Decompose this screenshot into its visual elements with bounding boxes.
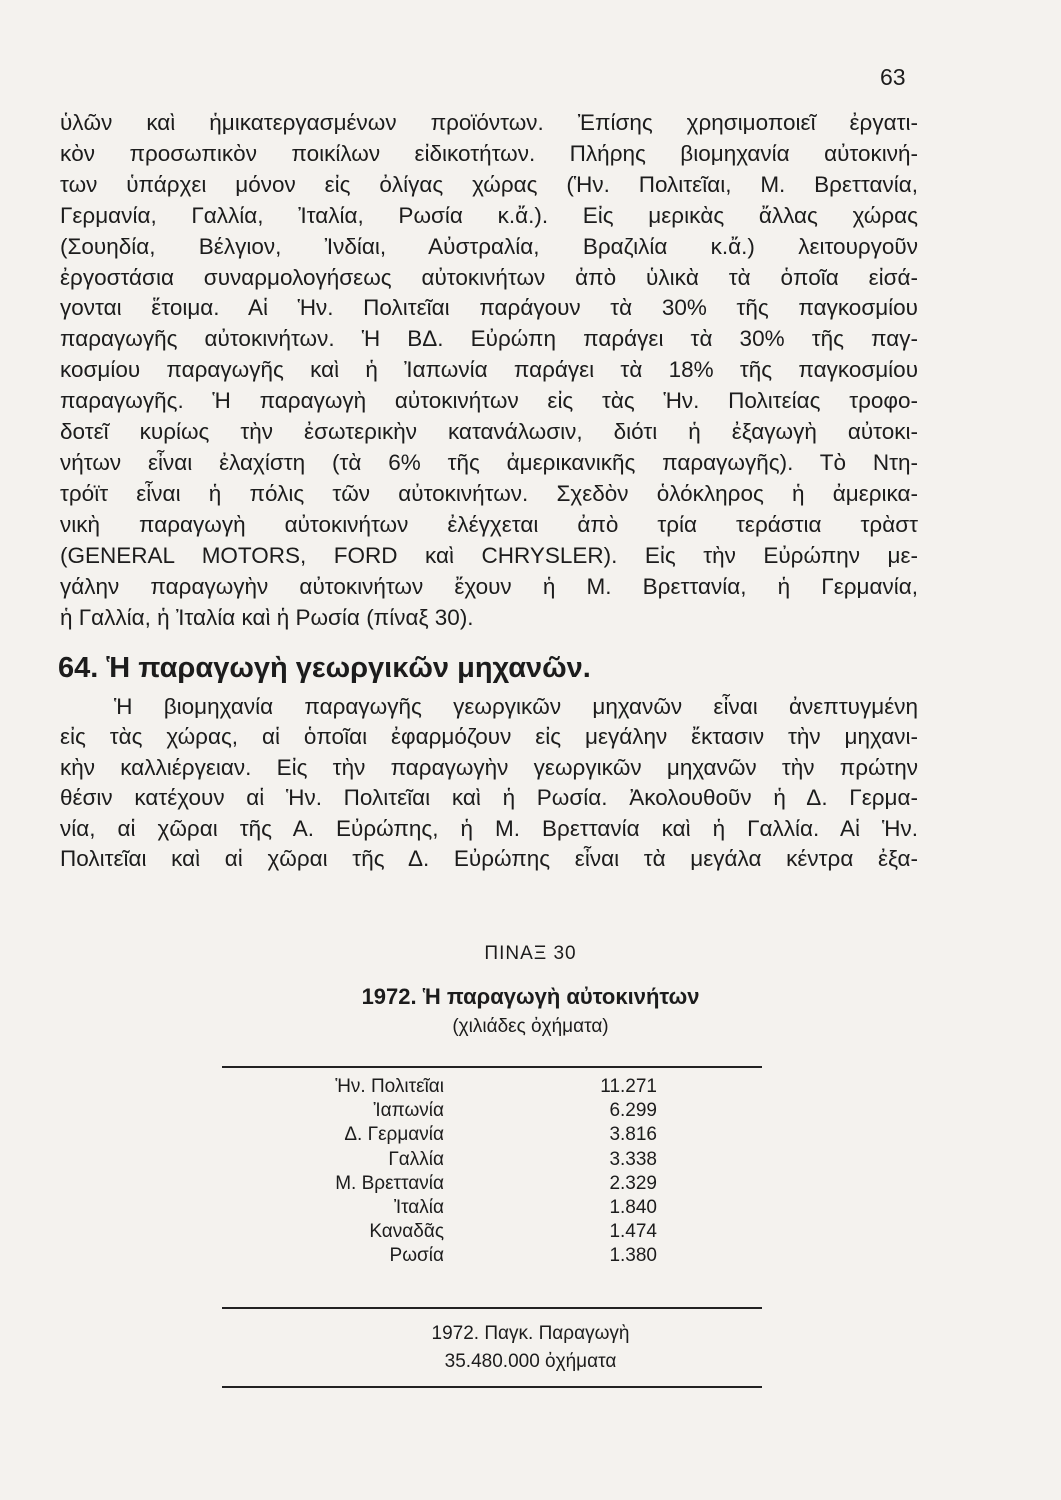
text-line: ὑλῶν καὶ ἡμικατεργασμένων προϊόντων. Ἐπίσης χρησιμοποιεῖ ἐργατι- [60,110,918,135]
table-rule-final [222,1386,762,1388]
table-rule-top [222,1066,762,1068]
country-cell: Μ. Βρεττανία [335,1172,444,1194]
table-label: ΠΙΝΑΞ 30 [484,943,577,964]
country-cell: Καναδᾶς [369,1221,444,1243]
text-line: θέσιν κατέχουν αἱ Ἡν. Πολιτεῖαι καὶ ἡ Ρωσία. Ἀκολουθοῦν ἡ Δ. Γερμα- [60,785,918,811]
page-number: 63 [880,64,906,90]
text-line: νήτων εἶναι ἐλαχίστη (τὰ 6% τῆς ἀμερικανικῆς παραγωγῆς). Τὸ Ντη- [60,449,918,475]
text-line: ἐργοστάσια συναρμολογήσεως αὐτοκινήτων ἀπὸ ὑλικὰ τὰ ὁποῖα εἰσά- [60,264,918,290]
section-paragraph [60,692,918,874]
text-line: νικὴ παραγωγὴ αὐτοκινήτων ἐλέγχεται ἀπὸ τρία τεράστια τρὰστ [60,511,918,537]
production-table [0,1076,1061,1270]
table-row [0,1245,1061,1269]
text-line: δοτεῖ κυρίως τὴν ἐσωτερικὴν κατανάλωσιν, διότι ἡ ἐξαγωγὴ αὐτοκι- [60,419,918,445]
value-cell: 1.380 [609,1245,657,1267]
text-line: των ὑπάρχει μόνον εἰς ὀλίγας χώρας (Ἡν. Πολιτεῖαι, Μ. Βρεττανία, [60,171,918,197]
section-heading: 64. Ἡ παραγωγὴ γεωργικῶν μηχανῶν. [58,652,591,684]
table-subtitle: (χιλιάδες ὀχήματα) [452,1016,609,1037]
text-line: εἰς τὰς χώρας, αἱ ὁποῖαι ἐφαρμόζουν εἰς μεγάλην ἔκτασιν τὴν μηχανι- [60,724,918,750]
value-cell: 1.840 [609,1196,657,1218]
table-footer-total-label: 1972. Παγκ. Παραγωγὴ [431,1323,630,1344]
table-row [0,1197,1061,1221]
table-row [0,1221,1061,1245]
text-line: τρόϊτ εἶναι ἡ πόλις τῶν αὐτοκινήτων. Σχεδὸν ὁλόκληρος ἡ ἀμερικα- [60,480,918,506]
table-row [0,1173,1061,1197]
table-row [0,1124,1061,1148]
value-cell: 11.271 [600,1076,657,1097]
body-paragraph [60,108,918,633]
country-cell: Ἰταλία [393,1196,444,1218]
country-cell: Ἡν. Πολιτεῖαι [335,1076,444,1097]
country-cell: Γαλλία [388,1148,444,1170]
table-row [0,1076,1061,1100]
text-line: γάλην παραγωγὴν αὐτοκινήτων ἔχουν ἡ Μ. Βρεττανία, ἡ Γερμανία, [60,573,918,599]
text-line: (Σουηδία, Βέλγιον, Ἰνδίαι, Αὐστραλία, Βραζιλία κ.ἄ.) λειτουργοῦν [60,233,918,259]
table-row [0,1149,1061,1173]
text-line: (GENERAL MOTORS, FORD καὶ CHRYSLER). Εἰς τὴν Εὐρώπην με- [60,542,918,568]
text-line: κοσμίου παραγωγῆς καὶ ἡ Ἰαπωνία παράγει τὰ 18% τῆς παγκοσμίου [60,357,918,383]
country-cell: Δ. Γερμανία [344,1124,444,1146]
country-cell: Ἰαπωνία [373,1100,444,1122]
text-line: κὸν προσωπικὸν ποικίλων εἰδικοτήτων. Πλήρης βιομηχανία αὐτοκινή- [60,140,918,166]
table-footer-total-value: 35.480.000 ὀχήματα [444,1351,617,1372]
text-line: γονται ἕτοιμα. Αἱ Ἡν. Πολιτεῖαι παράγουν τὰ 30% τῆς παγκοσμίου [60,295,918,321]
text-line: Γερμανία, Γαλλία, Ἰταλία, Ρωσία κ.ἄ.). Εἰς μερικὰς ἄλλας χώρας [60,202,918,228]
text-line: Πολιτεῖαι καὶ αἱ χῶραι τῆς Δ. Εὐρώπης εἶναι τὰ μεγάλα κέντρα ἐξα- [60,846,918,872]
text-line: νία, αἱ χῶραι τῆς Α. Εὐρώπης, ἡ Μ. Βρεττανία καὶ ἡ Γαλλία. Αἱ Ἡν. [60,815,918,841]
value-cell: 2.329 [609,1172,657,1194]
text-line: ἡ Γαλλία, ἡ Ἰταλία καὶ ἡ Ρωσία (πίναξ 30). [60,604,474,630]
table-rule-bottom [222,1307,762,1309]
text-line: Ἡ βιομηχανία παραγωγῆς γεωργικῶν μηχανῶν εἶναι ἀνεπτυγμένη [114,694,918,719]
value-cell: 3.338 [609,1148,657,1170]
text-line: παραγωγῆς αὐτοκινήτων. Ἡ ΒΔ. Εὐρώπη παράγει τὰ 30% τῆς παγ- [60,326,918,352]
table-row [0,1100,1061,1124]
country-cell: Ρωσία [389,1245,444,1267]
value-cell: 6.299 [609,1100,657,1122]
value-cell: 1.474 [609,1221,657,1243]
text-line: παραγωγῆς. Ἡ παραγωγὴ αὐτοκινήτων εἰς τὰς Ἡν. Πολιτείας τροφο- [60,388,918,414]
value-cell: 3.816 [609,1124,657,1146]
text-line: κὴν καλλιέργειαν. Εἰς τὴν παραγωγὴν γεωργικῶν μηχανῶν τὴν πρώτην [60,754,918,780]
table-title: 1972. Ἡ παραγωγὴ αὐτοκινήτων [361,984,700,1009]
